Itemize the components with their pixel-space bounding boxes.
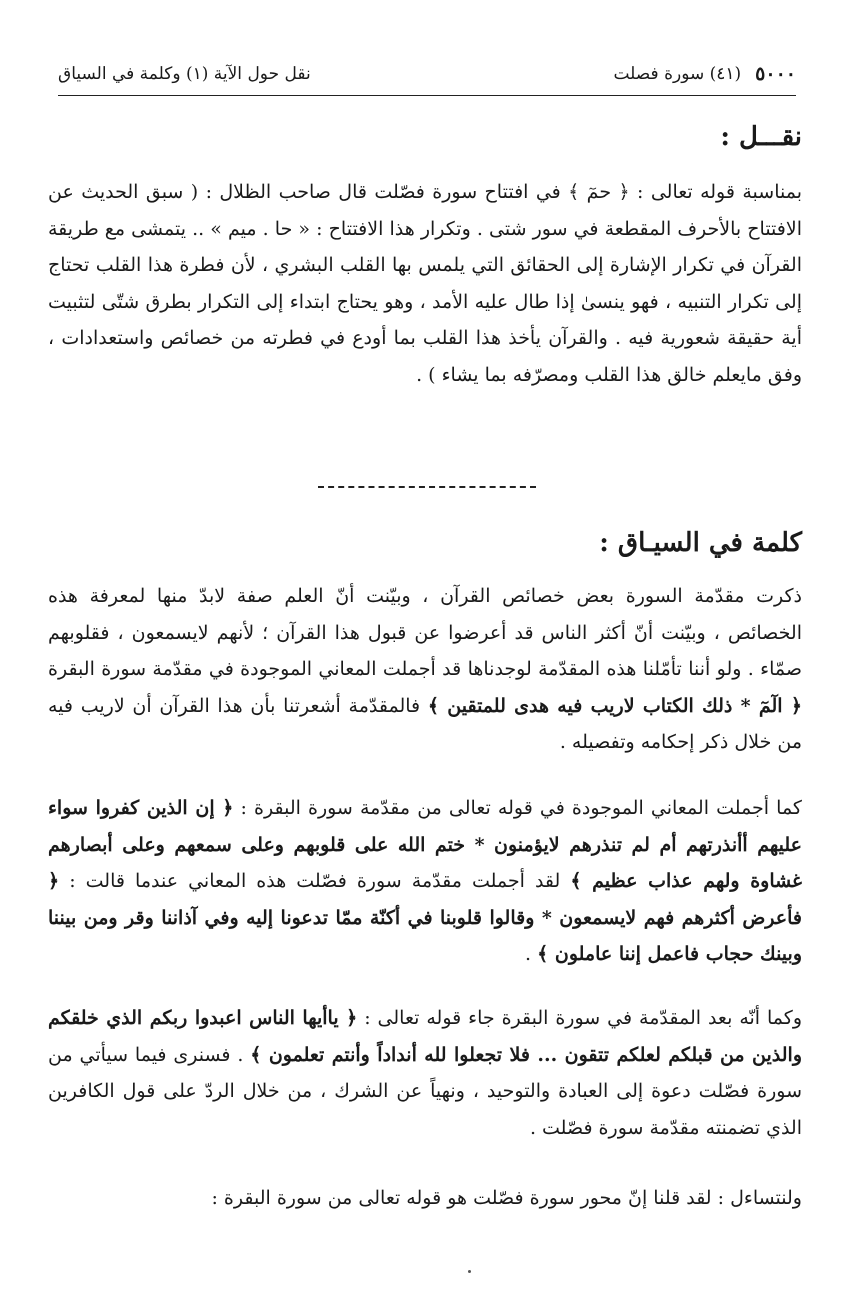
paragraph-text: . فسنرى فيما سيأتي من سورة فصّلت دعوة إلى العبادة والتوحيد ، ونهياً عن الشرك ، من خلال الردّ على قول الكافرين الذي تضمنته مقدّمة سورة فصّلت . — [48, 1043, 802, 1139]
page-mark — [468, 1270, 471, 1273]
paragraph-worship — [48, 1000, 802, 1146]
paragraph-intro — [48, 578, 802, 761]
paragraph-text: كما أجملت المعاني الموجودة في قوله تعالى من مقدّمة سورة البقرة : — [233, 797, 802, 819]
paragraph-question: ولنتساءل : لقد قلنا إنّ محور سورة فصّلت هو قوله تعالى من سورة البقرة : — [211, 1187, 802, 1209]
surah-title: (٤١) سورة فصلت — [613, 64, 742, 84]
quran-verse: ﴿ فأعرض أكثرهم فهم لايسمعون * وقالوا قلوبنا في أكنّة ممّا تدعونا إليه وفي آذاننا وقر ومن بيننا وبينك حجاب فاعمل إننا عاملون ﴾ — [48, 870, 802, 965]
paragraph-text: . — [525, 943, 538, 965]
paragraph-zilal-quote: بمناسبة قوله تعالى : ﴿ حمٓ ﴾ في افتتاح سورة فصّلت قال صاحب الظلال : ( سبق الحديث عن الافتتاح بالأحرف المقطعة في سور شتى . وتكرار هذا الافتتاح : « حا . ميم » .. يتمشى مع طريقة القرآن في تكرار الإشارة إلى الحقائق التي يلمس بها القلب البشري ، لأن فطرة هذا القلب تحتاج إلى تكرار التنبيه ، فهو ينسىٰ إذا طال عليه الأمد ، وهو يحتاج ابتداء إلى التكرار بطرق شتّى لتثبيت أية حقيقة شعورية فيه . والقرآن يأخذ هذا القلب بما أودع في فطرته من خصائص واستعدادات ، وفق مايعلم خالق هذا القلب ومصرّفه بما يشاء ) . — [48, 181, 802, 386]
header-right — [613, 63, 796, 85]
paragraph-text: ذكرت مقدّمة السورة بعض خصائص القرآن ، وبيّنت أنّ العلم صفة لابدّ منها لمعرفة هذه الخصائص ، وبيّنت أنّ أكثر الناس قد أعرضوا عن قبول هذا القرآن ؛ لأنهم لايسمعون ، فقلوبهم صمّاء . ولو أننا تأمّلنا هذه المقدّمة لوجدناها قد أجملت المعاني الموجودة في مقدّمة سورة البقرة — [48, 585, 802, 680]
paragraph-text: فالمقدّمة أشعرتنا بأن هذا القرآن أن لاريب فيه من خلال ذكر إحكامه وتفصيله . — [48, 694, 802, 753]
running-header — [58, 60, 796, 88]
heading-context: كلمة في السيـاق : — [599, 528, 802, 558]
header-divider — [58, 95, 796, 96]
quran-verse: ﴿ إن الذين كفروا سواء عليهم أأنذرتهم أم لم تنذرهم لايؤمنون * ختم الله على قلوبهم وعلى سمعهم وعلى أبصارهم غشاوة ولهم عذاب عظيم ﴾ — [48, 797, 802, 892]
section-separator — [318, 486, 536, 488]
paragraph-comparison — [48, 790, 802, 973]
quran-verse: ﴿ الٓمٓ * ذلك الكتاب لاريب فيه هدى للمتقين ﴾ — [427, 694, 802, 717]
page-number: ٥٠٠٠ — [755, 63, 796, 85]
heading-naql: نقـــل : — [720, 122, 802, 152]
section-topic: نقل حول الآية (١) وكلمة في السياق — [58, 64, 311, 84]
paragraph-text: لقد أجملت مقدّمة سورة فصّلت هذه المعاني عندما قالت : — [59, 870, 571, 892]
quran-verse: ﴿ ياأيها الناس اعبدوا ربكم الذي خلقكم والذين من قبلكم لعلكم تتقون ... فلا تجعلوا لله أنداداً وأنتم تعلمون ﴾ — [48, 1007, 802, 1066]
paragraph-text: وكما أنّه بعد المقدّمة في سورة البقرة جاء قوله تعالى : — [357, 1007, 803, 1029]
